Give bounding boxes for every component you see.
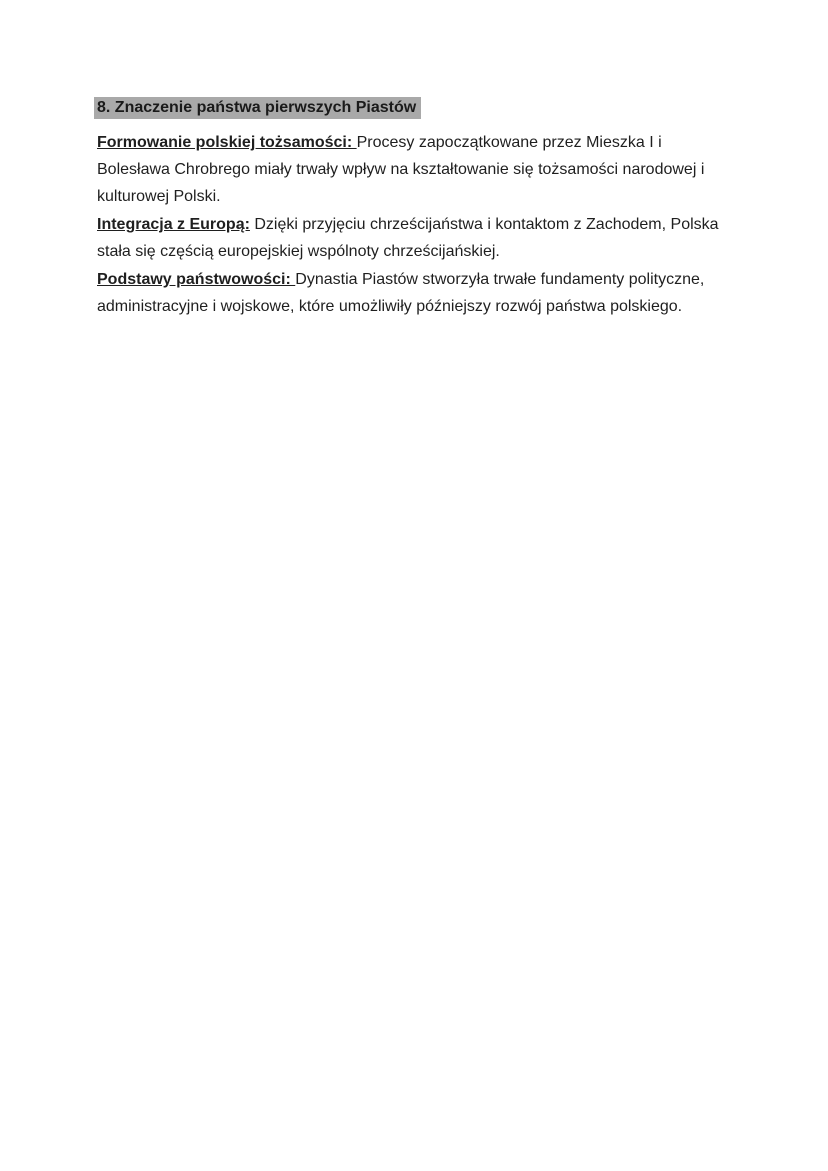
paragraph-line: kulturowej Polski. (97, 188, 221, 205)
paragraph-label: Podstawy państwowości: (97, 271, 296, 288)
paragraph-label: Formowanie polskiej tożsamości: (97, 134, 357, 151)
section-heading-highlight: 8. Znaczenie państwa pierwszych Piastów (94, 97, 421, 119)
document-content (97, 97, 777, 321)
section-heading (97, 97, 777, 119)
paragraph-line: Bolesława Chrobrego miały trwały wpływ na kształtowanie się tożsamości narodowej i (97, 161, 705, 178)
paragraph-line: stała się częścią europejskiej wspólnoty chrześcijańskiej. (97, 243, 500, 260)
paragraph-podstawy (97, 266, 777, 320)
paragraph-integracja (97, 211, 777, 265)
paragraph-line: Procesy zapoczątkowane przez Mieszka I i (356, 134, 662, 151)
paragraph-line: administracyjne i wojskowe, które umożliwiły późniejszy rozwój państwa polskiego. (97, 298, 683, 315)
paragraph-line: Dzięki przyjęciu chrześcijaństwa i kontaktom z Zachodem, Polska (249, 216, 719, 233)
paragraph-line: Dynastia Piastów stworzyła trwałe fundamenty polityczne, (295, 271, 705, 288)
paragraph-formowanie (97, 129, 777, 210)
paragraph-label: Integracja z Europą: (97, 216, 250, 233)
